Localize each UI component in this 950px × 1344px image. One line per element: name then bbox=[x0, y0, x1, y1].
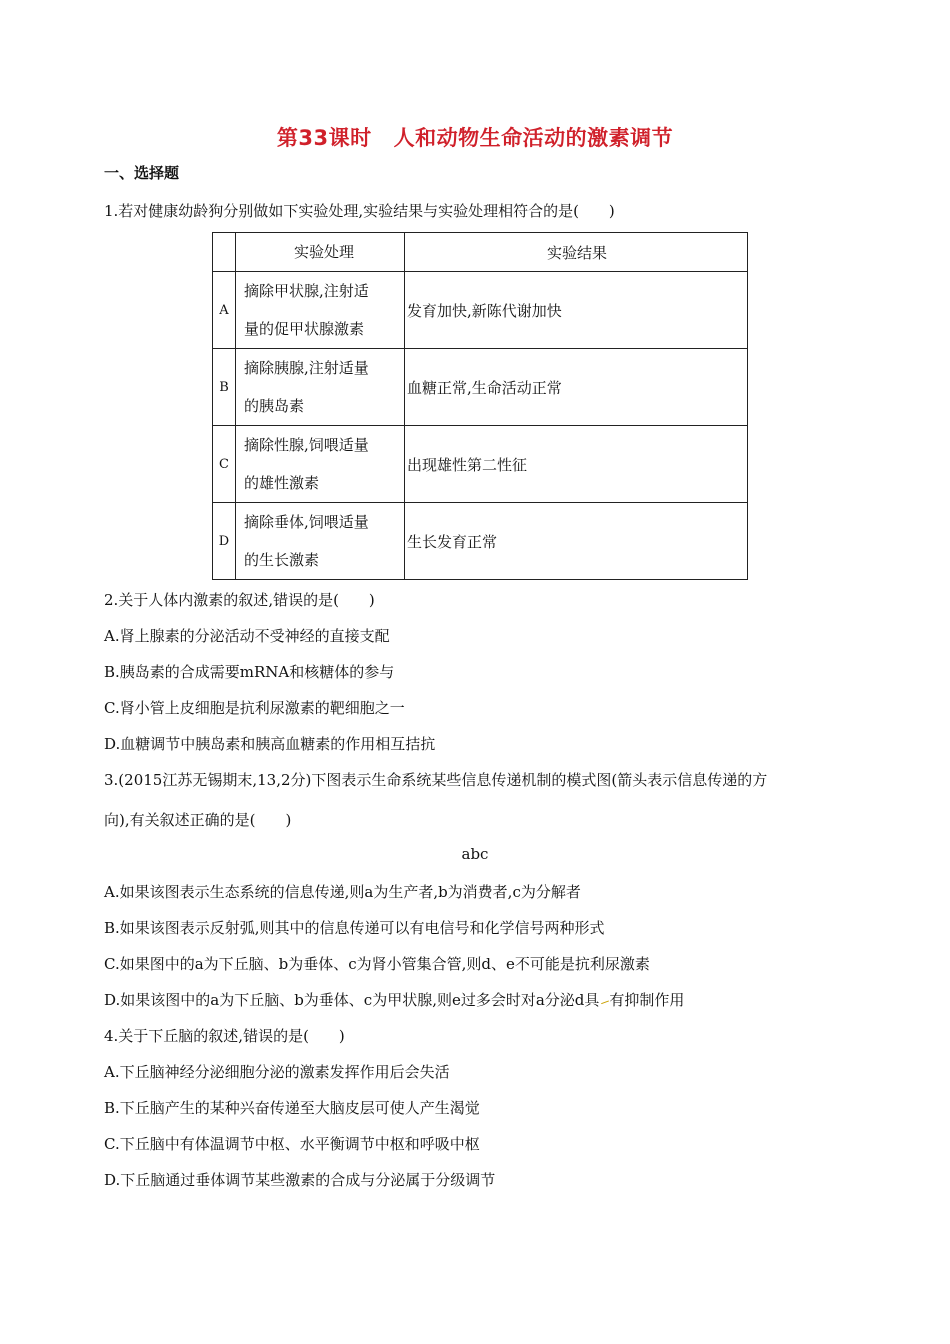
q3-option-b: B.如果该图表示反射弧,则其中的信息传递可以有电信号和化学信号两种形式 bbox=[104, 919, 605, 937]
q3-option-d bbox=[104, 989, 684, 1010]
treatment-line2: 的生长激素 bbox=[244, 551, 320, 569]
row-letter: B bbox=[213, 349, 236, 426]
row-letter: A bbox=[213, 272, 236, 349]
q3-stem-line2: 向),有关叙述正确的是( ) bbox=[104, 811, 292, 829]
row-treatment bbox=[236, 426, 405, 503]
q3-option-a: A.如果该图表示生态系统的信息传递,则a为生产者,b为消费者,c为分解者 bbox=[104, 883, 581, 901]
q1-table bbox=[212, 232, 748, 580]
ink-mark bbox=[599, 995, 609, 1004]
row-letter: D bbox=[213, 503, 236, 580]
title-topic: 人和动物生命活动的激素调节 bbox=[393, 126, 674, 150]
q4-option-d: D.下丘脑通过垂体调节某些激素的合成与分泌属于分级调节 bbox=[104, 1171, 496, 1189]
table-row bbox=[213, 272, 748, 349]
section-heading: 一、选择题 bbox=[104, 164, 180, 182]
row-treatment bbox=[236, 503, 405, 580]
q2-option-d: D.血糖调节中胰岛素和胰高血糖素的作用相互拮抗 bbox=[104, 735, 436, 753]
row-result: 血糖正常,生命活动正常 bbox=[405, 349, 748, 426]
q1-stem: 1.若对健康幼龄狗分别做如下实验处理,实验结果与实验处理相符合的是( ) bbox=[104, 202, 615, 220]
table-row bbox=[213, 426, 748, 503]
treatment-line1: 摘除性腺,饲喂适量 bbox=[244, 436, 369, 454]
q4-option-a: A.下丘脑神经分泌细胞分泌的激素发挥作用后会失活 bbox=[104, 1063, 450, 1081]
table-header-blank bbox=[213, 233, 236, 272]
q2-option-c: C.肾小管上皮细胞是抗利尿激素的靶细胞之一 bbox=[104, 699, 405, 717]
treatment-line1: 摘除垂体,饲喂适量 bbox=[244, 513, 369, 531]
q4-option-b: B.下丘脑产生的某种兴奋传递至大脑皮层可使人产生渴觉 bbox=[104, 1099, 480, 1117]
treatment-line1: 摘除胰腺,注射适量 bbox=[244, 359, 369, 377]
row-treatment bbox=[236, 349, 405, 426]
table-header-treatment: 实验处理 bbox=[236, 233, 405, 272]
q4-stem: 4.关于下丘脑的叙述,错误的是( ) bbox=[104, 1027, 345, 1045]
table-header-row bbox=[213, 233, 748, 272]
q3-option-d-part2: 有抑制作用 bbox=[609, 991, 685, 1009]
treatment-line2: 量的促甲状腺激素 bbox=[244, 320, 365, 338]
q3-figure-placeholder: abc bbox=[461, 845, 489, 863]
row-result: 生长发育正常 bbox=[405, 503, 748, 580]
q3-option-d-part1: D.如果该图中的a为下丘脑、b为垂体、c为甲状腺,则e过多会时对a分泌d具 bbox=[104, 991, 600, 1009]
q2-option-a: A.肾上腺素的分泌活动不受神经的直接支配 bbox=[104, 627, 390, 645]
table-row bbox=[213, 349, 748, 426]
row-treatment bbox=[236, 272, 405, 349]
title-lesson: 第33课时 bbox=[276, 126, 372, 150]
treatment-line2: 的雄性激素 bbox=[244, 474, 320, 492]
q2-stem: 2.关于人体内激素的叙述,错误的是( ) bbox=[104, 591, 375, 609]
table-row bbox=[213, 503, 748, 580]
row-letter: C bbox=[213, 426, 236, 503]
table-header-result: 实验结果 bbox=[405, 233, 748, 272]
row-result: 发育加快,新陈代谢加快 bbox=[405, 272, 748, 349]
treatment-line2: 的胰岛素 bbox=[244, 397, 305, 415]
q2-option-b: B.胰岛素的合成需要mRNA和核糖体的参与 bbox=[104, 663, 395, 681]
q3-stem-line1: 3.(2015江苏无锡期末,13,2分)下图表示生命系统某些信息传递机制的模式图(箭头表示信息传递的方 bbox=[104, 771, 768, 789]
q4-option-c: C.下丘脑中有体温调节中枢、水平衡调节中枢和呼吸中枢 bbox=[104, 1135, 480, 1153]
page-title bbox=[0, 122, 950, 152]
treatment-line1: 摘除甲状腺,注射适 bbox=[244, 282, 369, 300]
q3-option-c: C.如果图中的a为下丘脑、b为垂体、c为肾小管集合管,则d、e不可能是抗利尿激素 bbox=[104, 955, 650, 973]
row-result: 出现雄性第二性征 bbox=[405, 426, 748, 503]
